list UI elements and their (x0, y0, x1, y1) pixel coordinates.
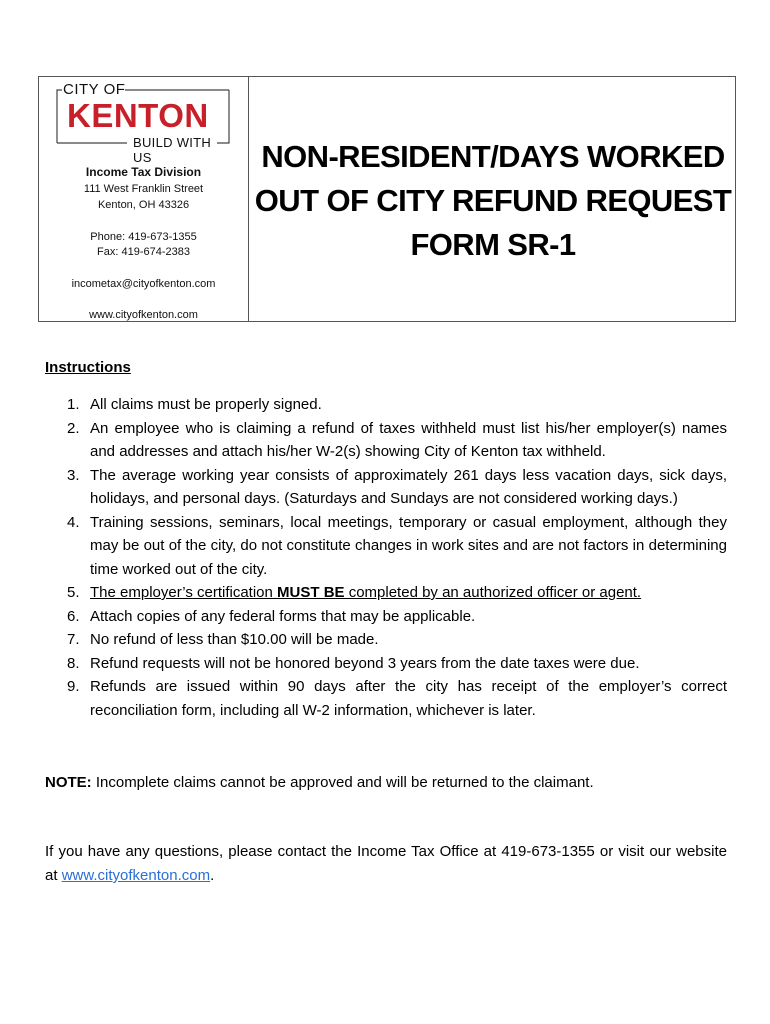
division-name: Income Tax Division (85, 165, 202, 179)
email-address: incometax@cityofkenton.com (71, 278, 216, 290)
list-item (45, 581, 727, 605)
list-item (45, 675, 727, 722)
item-number: 9. (67, 678, 80, 695)
logo-kenton: KENTON (67, 97, 209, 134)
questions-paragraph (45, 840, 727, 888)
note-paragraph (45, 772, 727, 794)
instructions-heading: Instructions (45, 359, 131, 376)
logo-tagline: BUILD WITH US (133, 135, 212, 165)
item-text: Refunds are issued within 90 days after the city has receipt of the employer’s correct reconciliation form, including all W-2 information, whichever is later. (90, 678, 727, 719)
logo-city-of: CITY OF (63, 81, 126, 98)
website-address: www.cityofkenton.com (89, 309, 198, 321)
list-item (45, 393, 727, 417)
form-title-line-2: OUT OF CITY REFUND REQUEST (254, 183, 732, 218)
certification-requirement (90, 584, 641, 601)
item-text: All claims must be properly signed. (90, 396, 322, 413)
questions-end: . (210, 867, 215, 884)
instructions-list (45, 393, 727, 722)
item-number: 7. (67, 631, 80, 648)
form-title (249, 135, 737, 267)
note-text: Incomplete claims cannot be approved and will be returned to the claimant. (91, 774, 594, 791)
list-item (45, 652, 727, 676)
list-item (45, 628, 727, 652)
website-link[interactable]: www.cityofkenton.com (61, 867, 211, 884)
item-text: The average working year consists of approximately 261 days less vacation days, sick days, holidays, and personal days. (Saturdays and Sundays are not considered working days.) (90, 466, 727, 507)
item-number: 2. (67, 419, 80, 437)
item-number: 6. (67, 607, 80, 625)
list-item (45, 605, 727, 629)
questions-text: If you have any questions, please contact the Income Tax Office at 419-673-1355 or visit our website at (45, 843, 727, 884)
form-title-line-1: NON-RESIDENT/DAYS WORKED (261, 139, 725, 174)
item-text-pre: The employer’s certification (90, 584, 278, 601)
item-number: 4. (67, 513, 80, 531)
phone-number: Phone: 419-673-1355 (90, 231, 197, 243)
item-text-post: completed by an authorized officer or agent. (344, 584, 642, 601)
item-number: 5. (67, 584, 80, 601)
item-text: Training sessions, seminars, local meetings, temporary or casual employment, although they may be out of the city, do not constitute changes in work sites and are not factors in determining time worked out of the city. (90, 513, 727, 578)
city-state-zip: Kenton, OH 43326 (97, 199, 190, 211)
form-title-line-3: FORM SR-1 (410, 227, 576, 262)
item-text-bold: MUST BE (277, 584, 345, 601)
note-label: NOTE: (45, 774, 92, 791)
fax-number: Fax: 419-674-2383 (97, 246, 190, 258)
list-item (45, 464, 727, 511)
street-address: 111 West Franklin Street (83, 183, 204, 195)
item-text: Refund requests will not be honored beyond 3 years from the date taxes were due. (90, 654, 640, 672)
item-number: 3. (67, 466, 80, 484)
item-text: An employee who is claiming a refund of taxes withheld must list his/her employer(s) names and addresses and attach his/her W-2(s) showing City of Kenton tax withheld. (90, 419, 727, 460)
item-text: No refund of less than $10.00 will be made. (90, 631, 379, 648)
header-box (38, 76, 736, 322)
city-logo (53, 81, 233, 165)
item-number: 8. (67, 654, 80, 672)
item-text: Attach copies of any federal forms that may be applicable. (90, 607, 476, 625)
item-number: 1. (67, 396, 80, 413)
list-item (45, 511, 727, 582)
list-item (45, 417, 727, 464)
